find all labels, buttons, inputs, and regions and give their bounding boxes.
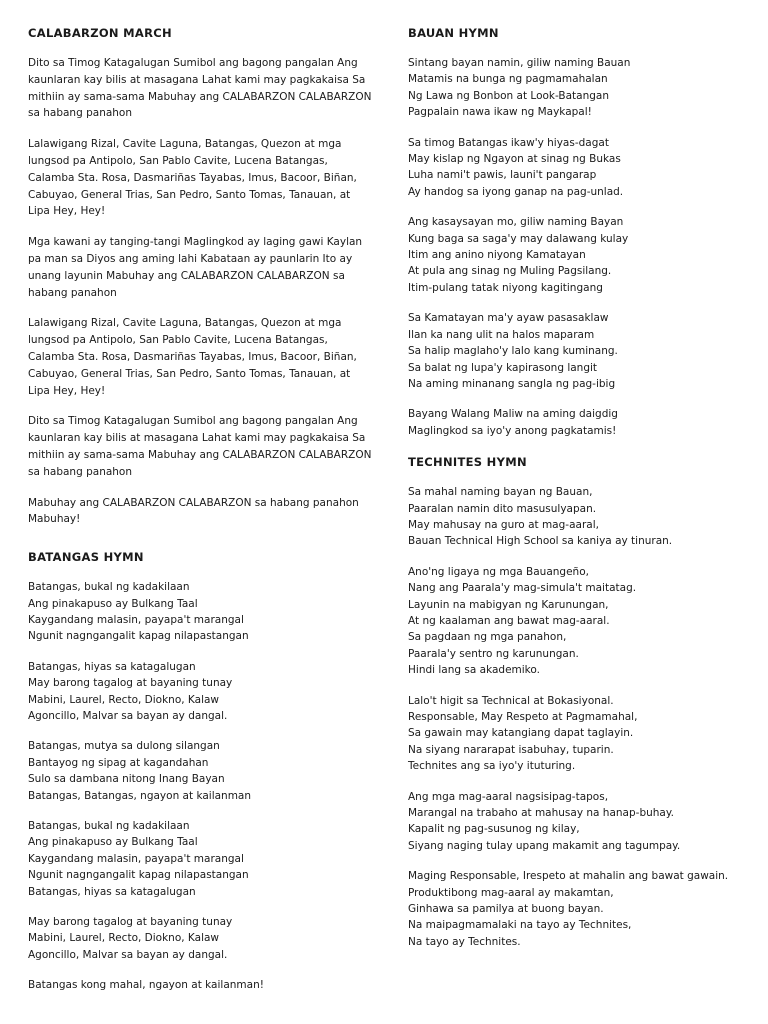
lyric-line: Batangas, bukal ng kadakilaan: [28, 581, 190, 594]
batangas-hymn-body: [28, 579, 373, 994]
technites-hymn-title: TECHNITES HYMN: [408, 455, 527, 470]
stanza: [28, 977, 373, 993]
stanza: [28, 738, 373, 804]
lyric-line: Marangal na trabaho at mahusay na hanap-buhay.: [408, 807, 674, 820]
lyric-line: Siyang naging tulay upang makamit ang tagumpay.: [408, 839, 681, 852]
left-column: [28, 26, 373, 994]
lyric-line: Kaygandang malasin, payapa't marangal: [28, 852, 244, 865]
lyric-line: Ng Lawa ng Bonbon at Look-Batangan: [408, 89, 610, 102]
stanza: [408, 693, 753, 775]
stanza: [408, 484, 753, 550]
lyric-line: Bauan Technical High School sa kaniya ay tinuran.: [408, 535, 673, 548]
lyric-line: Itim ang anino niyong Kamatayan: [408, 249, 586, 262]
lyric-line: Batangas, Batangas, ngayon at kailanman: [28, 789, 252, 802]
lyric-line: Mabini, Laurel, Recto, Diokno, Kalaw: [28, 932, 220, 945]
stanza: [408, 868, 753, 950]
lyric-line: Batangas, mutya sa dulong silangan: [28, 740, 220, 753]
stanza: [408, 564, 753, 679]
lyric-line: May kislap ng Ngayon at sinag ng Bukas: [408, 153, 621, 166]
lyric-line: Bantayog ng sipag at kagandahan: [28, 756, 209, 769]
lyric-line: Kung baga sa saga'y may dalawang kulay: [408, 232, 629, 245]
lyric-line: May barong tagalog at bayaning tunay: [28, 677, 233, 690]
lyric-line: Sa Kamatayan ma'y ayaw pasasaklaw: [408, 312, 609, 325]
lyric-line: Ngunit nagngangalit kapag nilapastangan: [28, 869, 249, 882]
lyric-line: Batangas kong mahal, ngayon at kailanman!: [28, 979, 264, 992]
stanza: [408, 135, 753, 201]
lyric-line: Batangas, hiyas sa katagalugan: [28, 660, 196, 673]
lyric-line: Maging Responsable, Irespeto at mahalin ang bawat gawain.: [408, 870, 729, 883]
lyric-line: Ang pinakapuso ay Bulkang Taal: [28, 836, 198, 849]
lyric-line: Bayang Walang Maliw na aming daigdig: [408, 408, 618, 421]
calabarzon-paragraph: Mga kawani ay tanging-tangi Maglingkod ay laging gawi Kaylan pa man sa Diyos ang aming lahi Kabataan ay paunlarin Ito ay unang layunin Mabuhay ang CALABARZON CALABARZON sa habang panahon: [28, 236, 363, 299]
lyric-line: Luha nami't pawis, launi't pangarap: [408, 169, 597, 182]
calabarzon-paragraph: Mabuhay ang CALABARZON CALABARZON sa habang panahon Mabuhay!: [28, 496, 359, 526]
lyric-line: Agoncillo, Malvar sa bayan ay dangal.: [28, 948, 228, 961]
lyric-line: Ay handog sa iyong ganap na pag-unlad.: [408, 185, 624, 198]
lyric-line: Mabini, Laurel, Recto, Diokno, Kalaw: [28, 693, 220, 706]
lyric-line: Ilan ka nang ulit na halos maparam: [408, 328, 595, 341]
bauan-hymn-title: BAUAN HYMN: [408, 26, 499, 40]
lyric-line: Lalo't higit sa Technical at Bokasiyonal.: [408, 694, 614, 707]
lyric-line: At pula ang sinag ng Muling Pagsilang.: [408, 265, 612, 278]
lyric-line: Sa pagdaan ng mga panahon,: [408, 631, 567, 644]
lyric-line: Produktibong mag-aaral ay makamtan,: [408, 886, 614, 899]
stanza: [408, 310, 753, 392]
lyric-line: Paaralan namin dito masusulyapan.: [408, 502, 597, 515]
lyric-line: Ano'ng ligaya ng mga Bauangeño,: [408, 565, 589, 578]
lyric-line: Nang ang Paarala'y mag-simula't maitatag.: [408, 582, 637, 595]
calabarzon-march-title: CALABARZON MARCH: [28, 26, 172, 40]
lyric-line: Kapalit ng pag-susunog ng kilay,: [408, 823, 580, 836]
lyric-line: Hindi lang sa akademiko.: [408, 664, 540, 677]
calabarzon-paragraph: Dito sa Timog Katagalugan Sumibol ang bagong pangalan Ang kaunlaran kay bilis at masagana Lahat kami may pagkakaisa Sa mithiin ay sama-sama Mabuhay ang CALABARZON CALABARZON sa habang panahon: [28, 415, 372, 478]
lyric-line: Itim-pulang tatak niyong kagitingang: [408, 281, 603, 294]
lyric-line: Sa balat ng lupa'y kapirasong langit: [408, 361, 598, 374]
lyric-line: Batangas, bukal ng kadakilaan: [28, 820, 190, 832]
lyric-line: Sa gawain may katangiang dapat taglayin.: [408, 727, 634, 740]
stanza: [28, 579, 373, 645]
lyric-line: Ang mga mag-aaral nagsisipag-tapos,: [408, 790, 609, 803]
stanza: [28, 818, 373, 900]
lyric-line: Pagpalain nawa ikaw ng Maykapal!: [408, 106, 592, 119]
lyric-line: Ngunit nagngangalit kapag nilapastangan: [28, 630, 249, 643]
batangas-hymn-title: BATANGAS HYMN: [28, 550, 144, 565]
stanza: [408, 214, 753, 296]
lyric-line: Layunin na mabigyan ng Karunungan,: [408, 598, 609, 611]
lyric-line: Sa timog Batangas ikaw'y hiyas-dagat: [408, 136, 609, 149]
lyric-line: Agoncillo, Malvar sa bayan ay dangal.: [28, 709, 228, 722]
bauan-hymn-body: [408, 55, 753, 439]
stanza: [28, 659, 373, 725]
calabarzon-paragraph: Lalawigang Rizal, Cavite Laguna, Batangas, Quezon at mga lungsod pa Antipolo, San Pablo Cavite, Lucena Batangas, Calamba Sta. Rosa, Dasmariñas Tayabas, Imus, Bacoor, Biñan, Cabuyao, General Trias, San Pedro, Santo Tomas, Tanauan, at Lipa Hey, Hey!: [28, 138, 357, 218]
lyric-line: Responsable, May Respeto at Pagmamahal,: [408, 711, 638, 723]
calabarzon-paragraph: Dito sa Timog Katagalugan Sumibol ang bagong pangalan Ang kaunlaran kay bilis at masagana Lahat kami may pagkakaisa Sa mithiin ay sama-sama Mabuhay ang CALABARZON CALABARZON sa habang panahon: [28, 57, 372, 120]
lyric-line: Ang kasaysayan mo, giliw naming Bayan: [408, 216, 624, 229]
lyric-line: Paarala'y sentro ng karunungan.: [408, 647, 579, 660]
lyric-line: Sintang bayan namin, giliw naming Bauan: [408, 57, 631, 69]
lyric-line: Na siyang nararapat isabuhay, tuparin.: [408, 743, 614, 756]
lyric-line: May mahusay na guro at mag-aaral,: [408, 518, 599, 531]
lyric-line: Kaygandang malasin, payapa't marangal: [28, 613, 244, 626]
calabarzon-paragraph: Lalawigang Rizal, Cavite Laguna, Batangas, Quezon at mga lungsod pa Antipolo, San Pablo Cavite, Lucena Batangas, Calamba Sta. Rosa, Dasmariñas Tayabas, Imus, Bacoor, Biñan, Cabuyao, General Trias, San Pedro, Santo Tomas, Tanauan, at Lipa Hey, Hey!: [28, 317, 357, 397]
stanza: [408, 789, 753, 855]
lyric-line: Technites ang sa iyo'y ituturing.: [408, 760, 576, 773]
lyric-line: Sa mahal naming bayan ng Bauan,: [408, 486, 593, 499]
lyric-line: Na maipagmamalaki na tayo ay Technites,: [408, 919, 632, 932]
lyric-line: At ng kaalaman ang bawat mag-aaral.: [408, 614, 610, 627]
lyric-line: Batangas, hiyas sa katagalugan: [28, 885, 196, 898]
lyric-line: Na aming minanang sangla ng pag-ibig: [408, 377, 616, 390]
stanza: [28, 914, 373, 963]
lyric-line: Sulo sa dambana nitong Inang Bayan: [28, 773, 225, 786]
technites-hymn-body: [408, 484, 753, 950]
lyric-line: Na tayo ay Technites.: [408, 935, 521, 948]
lyric-line: Ginhawa sa pamilya at buong bayan.: [408, 903, 604, 916]
lyric-line: Sa halip maglaho'y lalo kang kuminang.: [408, 345, 618, 358]
stanza: [408, 55, 753, 121]
lyric-line: May barong tagalog at bayaning tunay: [28, 916, 233, 929]
stanza: [408, 406, 753, 439]
lyric-line: Matamis na bunga ng pagmamahalan: [408, 73, 608, 86]
right-column: [408, 26, 753, 950]
lyric-line: Maglingkod sa iyo'y anong pagkatamis!: [408, 424, 617, 437]
lyric-line: Ang pinakapuso ay Bulkang Taal: [28, 597, 198, 610]
